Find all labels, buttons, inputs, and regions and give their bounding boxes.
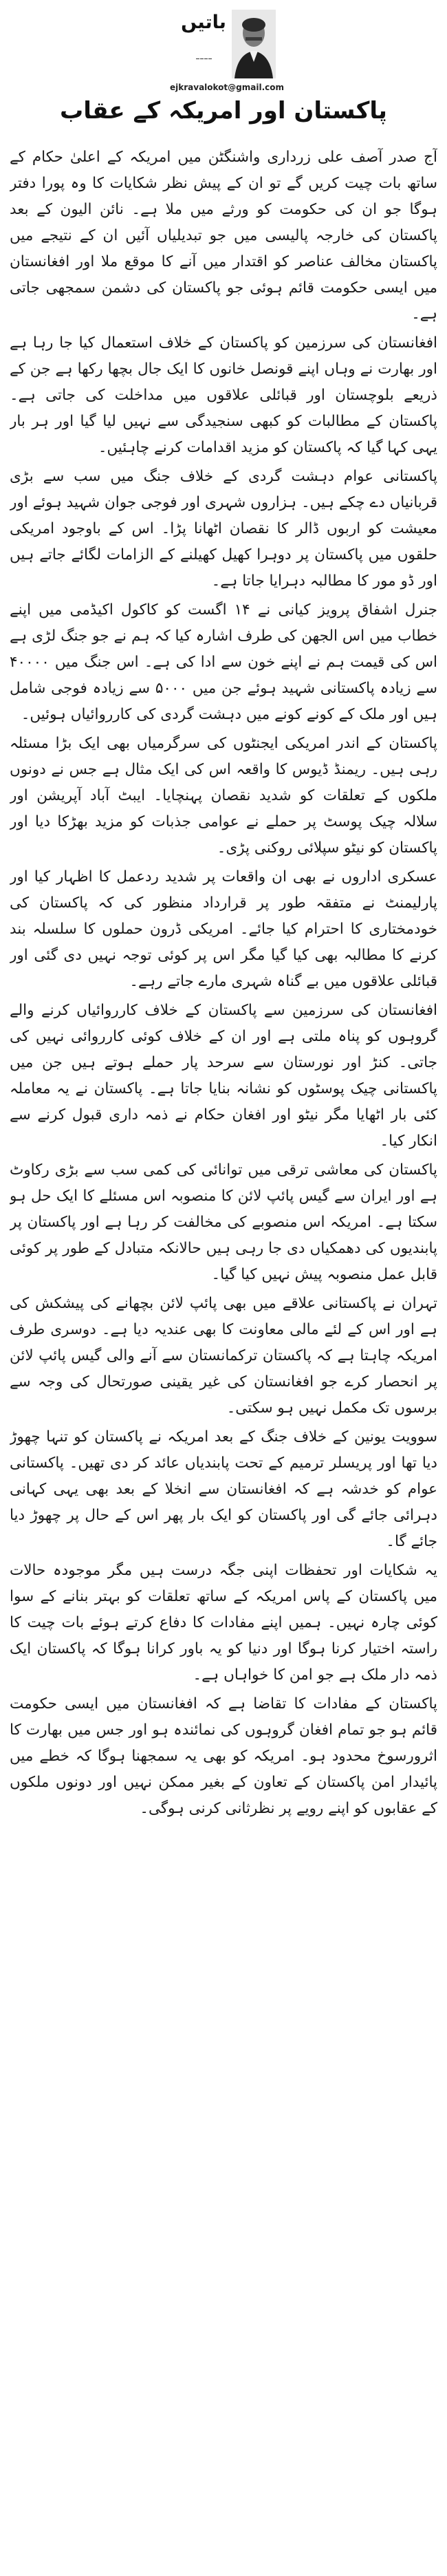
columnist-email: ejkravalokot@gmail.com — [170, 83, 285, 92]
article-paragraph: جنرل اشفاق پرویز کیانی نے ۱۴ اگست کو کاکول اکیڈمی میں اپنے خطاب میں اس الجھن کی طرف اشارہ کیا کہ ہم نے جو جنگ لڑی ہے اس کی قیمت ہم نے اپنے خون سے ادا کی ہے۔ اس جنگ میں ۴۰۰۰۰ سے زیادہ پاکستانی شہید ہوئے جن میں ۵۰۰۰ سے زیادہ فوجی شامل ہیں اور ملک کے کونے کونے میں دہشت گردی کی کارروائیاں ہوئیں۔ — [10, 601, 437, 723]
columnist-portrait — [232, 10, 276, 78]
article-paragraph: پاکستانی عوام دہشت گردی کے خلاف جنگ میں سب سے بڑی قربانیاں دے چکے ہیں۔ ہزاروں شہری اور فوجی جوان شہید ہوئے اور معیشت کو اربوں ڈالر کا نقصان اٹھانا پڑا۔ اس کے باوجود امریکی حلقوں میں پاکستان پر دوہرا کھیل کھیلنے کے الزامات لگائے جاتے ہیں اور ڈو مور کا مطالبہ دہرایا جاتا ہے۔ — [10, 468, 437, 590]
article-paragraph: پاکستان کی معاشی ترقی میں توانائی کی کمی سب سے بڑی رکاوٹ ہے اور ایران سے گیس پائپ لائن کا منصوبہ اس مسئلے کا ایک حل ہو سکتا ہے۔ امریکہ اس منصوبے کی مخالفت کر رہا ہے اور پاکستان پر پابندیوں کی دھمکیاں دی جا رہی ہیں حالانکہ متبادل کے طور پر کوئی قابل عمل منصوبہ پیش نہیں کیا گیا۔ — [10, 1161, 437, 1283]
article-paragraph: تہران نے پاکستانی علاقے میں بھی پائپ لائن بچھانے کی پیشکش کی ہے اور اس کے لئے مالی معاونت کا بھی عندیہ دیا ہے۔ دوسری طرف امریکہ چاہتا ہے کہ پاکستان ترکمانستان سے آنے والی گیس پائپ لائن پر انحصار کرے جو افغانستان کی غیر یقینی صورتحال کی وجہ سے برسوں تک مکمل نہیں ہو سکتی۔ — [10, 1295, 437, 1417]
article-paragraph: یہ شکایات اور تحفظات اپنی جگہ درست ہیں مگر موجودہ حالات میں پاکستان کے پاس امریکہ کے ساتھ تعلقات کو بہتر بنانے کے سوا کوئی چارہ نہیں۔ ہمیں اپنے مفادات کا دفاع کرتے ہوئے بات چیت کا راستہ اختیار کرنا ہوگا اور دنیا کو یہ باور کرانا ہوگا کہ پاکستان ایک ذمہ دار ملک ہے جو امن کا خواہاں ہے۔ — [10, 1562, 437, 1684]
article-body — [10, 144, 437, 2566]
article-paragraph: پاکستان کے مفادات کا تقاضا ہے کہ افغانستان میں ایسی حکومت قائم ہو جو تمام افغان گروہوں کی نمائندہ ہو اور جس میں بھارت کا اثرورسوخ محدود ہو۔ امریکہ کو بھی یہ سمجھنا ہوگا کہ خطے میں پائیدار امن پاکستان کے تعاون کے بغیر ممکن نہیں اور دونوں ملکوں کے عقابوں کو اپنے رویے پر نظرثانی کرنی ہوگی۔ — [10, 1695, 437, 1817]
columnist-byline — [168, 6, 285, 167]
column-logo-rule: ⎯⎯⎯⎯ — [196, 55, 212, 63]
column-logo: باتیں — [181, 12, 226, 33]
article-headline: پاکستان اور امریکہ کے عقاب — [60, 97, 387, 125]
article-paragraph: عسکری اداروں نے بھی ان واقعات پر شدید ردعمل کا اظہار کیا اور پارلیمنٹ نے متفقہ طور پر قرارداد منظور کی کہ پاکستان کی خودمختاری کا احترام کیا جائے۔ امریکی ڈرون حملوں کا سلسلہ بند کرنے کا مطالبہ بھی کیا گیا مگر اس پر کوئی توجہ نہیں دی گئی اور قبائلی علاقوں میں بے گناہ شہری مارے جاتے رہے۔ — [10, 868, 437, 990]
article-paragraph: سوویت یونین کے خلاف جنگ کے بعد امریکہ نے پاکستان کو تنہا چھوڑ دیا تھا اور پریسلر ترمیم کے تحت پابندیاں عائد کر دی تھیں۔ پاکستانی عوام کو خدشہ ہے کہ افغانستان سے انخلا کے بعد بھی یہی کہانی دہرائی جائے گی اور پاکستان کو ایک بار پھر اس کے حال پر چھوڑ دیا جائے گا۔ — [10, 1428, 437, 1550]
article-paragraph: افغانستان کی سرزمین سے پاکستان کے خلاف کارروائیاں کرنے والے گروہوں کو پناہ ملتی ہے اور ان کے خلاف کوئی کارروائی نہیں کی جاتی۔ کنڑ اور نورستان سے سرحد پار حملے ہوتے ہیں جن میں پاکستانی چیک پوسٹوں کو نشانہ بنایا جاتا ہے۔ پاکستان نے یہ معاملہ کئی بار اٹھایا مگر نیٹو اور افغان حکام نے ذمہ داری قبول کرنے سے انکار کیا۔ — [10, 1002, 437, 1150]
article-paragraph: آج صدر آصف علی زرداری واشنگٹن میں امریکہ کے اعلیٰ حکام کے ساتھ بات چیت کریں گے تو ان کے پیش نظر شکایات کا وہ پورا دفتر ہوگا جو ان کی حکومت کو ورثے میں ملا ہے۔ نائن الیون کے بعد پاکستان کی خارجہ پالیسی میں جو تبدیلیاں آئیں ان کے نتیجے میں پاکستان مخالف عناصر کو اقتدار میں آنے کا موقع ملا اور افغانستان میں ایسی حکومت قائم ہوئی جو پاکستان کی دشمن سمجھی جاتی ہے۔ — [10, 149, 437, 323]
article-paragraph: افغانستان کی سرزمین کو پاکستان کے خلاف استعمال کیا جا رہا ہے اور بھارت نے وہاں اپنے قونصل خانوں کا ایک جال بچھا رکھا ہے جن کے ذریعے بلوچستان اور قبائلی علاقوں میں مداخلت کی جاتی ہے۔ پاکستان کے مطالبات کو کبھی سنجیدگی سے نہیں لیا گیا اور ہر بار یہی کہا گیا کہ پاکستان کو مزید اقدامات کرنے چاہئیں۔ — [10, 334, 437, 456]
article-paragraph: پاکستان کے اندر امریکی ایجنٹوں کی سرگرمیاں بھی ایک بڑا مسئلہ رہی ہیں۔ ریمنڈ ڈیوس کا واقعہ اس کی ایک مثال ہے جس نے دونوں ملکوں کے تعلقات کو شدید نقصان پہنچایا۔ ایبٹ آباد آپریشن اور سلالہ چیک پوسٹ پر حملے نے عوامی جذبات کو مزید بھڑکا دیا اور پاکستان کو نیٹو سپلائی روکنی پڑی۔ — [10, 735, 437, 857]
